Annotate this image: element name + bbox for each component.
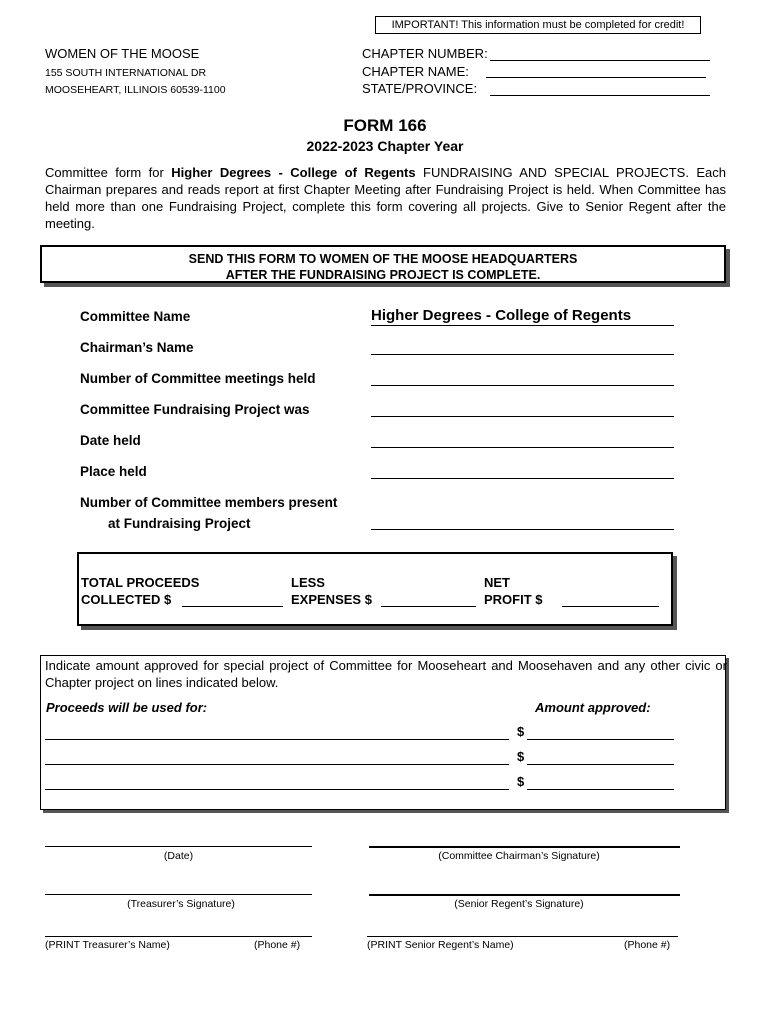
amount-header: Amount approved:	[535, 700, 651, 715]
treasurer-print-line[interactable]	[45, 936, 312, 937]
meetings-held-label: Number of Committee meetings held	[80, 371, 316, 386]
committee-name-label: Committee Name	[80, 309, 191, 324]
chairman-signature-line[interactable]	[369, 846, 680, 848]
treasurer-phone-caption: (Phone #)	[254, 939, 301, 951]
important-notice: IMPORTANT! This information must be completed for credit!	[375, 16, 701, 34]
projects-instructions: Indicate amount approved for special project of Committee for Mooseheart and Moosehaven and any other civic or Chapter project on lines indicated below.	[45, 658, 727, 690]
date-held-label: Date held	[80, 433, 141, 448]
amount-line-2[interactable]	[527, 764, 674, 765]
regent-print-caption: (PRINT Senior Regent’s Name)	[367, 939, 514, 951]
dollar-sign-2: $	[517, 749, 525, 764]
date-caption: (Date)	[163, 850, 194, 862]
intro-paragraph: Committee form for Higher Degrees - College of Regents FUNDRAISING AND SPECIAL PROJECTS. Each Chairman prepares and reads report at first Chapter Meeting after Fundraising Project is held. When Committee has held more than one Fundraising Project, complete this form covering all projects. Give to Senior Regent after the meeting.	[45, 165, 726, 231]
chapter-number-label: CHAPTER NUMBER:	[362, 46, 488, 61]
treasurer-signature-line[interactable]	[45, 894, 312, 895]
less-expenses-field[interactable]	[381, 606, 476, 607]
treasurer-print-caption: (PRINT Treasurer’s Name)	[45, 939, 170, 951]
members-present-label-2: at Fundraising Project	[108, 516, 251, 531]
proceeds-header: Proceeds will be used for:	[46, 700, 208, 715]
state-province-label: STATE/PROVINCE:	[362, 81, 478, 96]
date-signature-line[interactable]	[45, 846, 312, 847]
send-line2: AFTER THE FUNDRAISING PROJECT IS COMPLETE.	[225, 268, 541, 282]
net-profit-field[interactable]	[562, 606, 659, 607]
treasurer-signature-caption: (Treasurer’s Signature)	[127, 898, 235, 910]
meetings-held-field[interactable]	[371, 385, 674, 386]
less-expenses-label: LESS EXPENSES $	[291, 575, 372, 607]
form-subtitle: 2022-2023 Chapter Year	[306, 138, 464, 154]
org-name: WOMEN OF THE MOOSE	[45, 46, 200, 61]
form-title: FORM 166	[343, 116, 427, 135]
dollar-sign-3: $	[517, 774, 525, 789]
address-line2: MOOSEHEART, ILLINOIS 60539-1100	[45, 84, 226, 96]
amount-line-1[interactable]	[527, 739, 674, 740]
chapter-name-label: CHAPTER NAME:	[362, 64, 469, 79]
amount-line-3[interactable]	[527, 789, 674, 790]
members-present-field[interactable]	[371, 529, 674, 530]
fundraising-project-label: Committee Fundraising Project was	[80, 402, 310, 417]
chapter-name-field[interactable]	[486, 77, 706, 78]
place-held-field[interactable]	[371, 478, 674, 479]
project-line-1[interactable]	[45, 739, 509, 740]
place-held-label: Place held	[80, 464, 147, 479]
total-proceeds-label: TOTAL PROCEEDS COLLECTED $	[81, 575, 200, 607]
chairman-name-label: Chairman’s Name	[80, 340, 194, 355]
total-proceeds-field[interactable]	[182, 606, 283, 607]
project-line-2[interactable]	[45, 764, 509, 765]
fundraising-project-field[interactable]	[371, 416, 674, 417]
regent-print-line[interactable]	[367, 936, 678, 937]
date-held-field[interactable]	[371, 447, 674, 448]
chapter-number-field[interactable]	[490, 60, 710, 61]
chairman-signature-caption: (Committee Chairman’s Signature)	[438, 850, 600, 862]
dollar-sign-1: $	[517, 724, 525, 739]
address-line1: 155 SOUTH INTERNATIONAL DR	[45, 67, 207, 79]
regent-phone-caption: (Phone #)	[624, 939, 671, 951]
committee-name-inline: Higher Degrees - College of Regents	[171, 165, 416, 180]
project-line-3[interactable]	[45, 789, 509, 790]
chairman-name-field[interactable]	[371, 354, 674, 355]
regent-signature-line[interactable]	[369, 894, 680, 896]
members-present-label: Number of Committee members present	[80, 495, 338, 510]
state-province-field[interactable]	[490, 95, 710, 96]
send-line1: SEND THIS FORM TO WOMEN OF THE MOOSE HEADQUARTERS	[188, 252, 578, 266]
net-profit-label: NET PROFIT $	[484, 575, 543, 607]
regent-signature-caption: (Senior Regent’s Signature)	[454, 898, 584, 910]
send-instructions-box	[40, 245, 726, 283]
committee-name-value[interactable]: Higher Degrees - College of Regents	[371, 307, 674, 326]
